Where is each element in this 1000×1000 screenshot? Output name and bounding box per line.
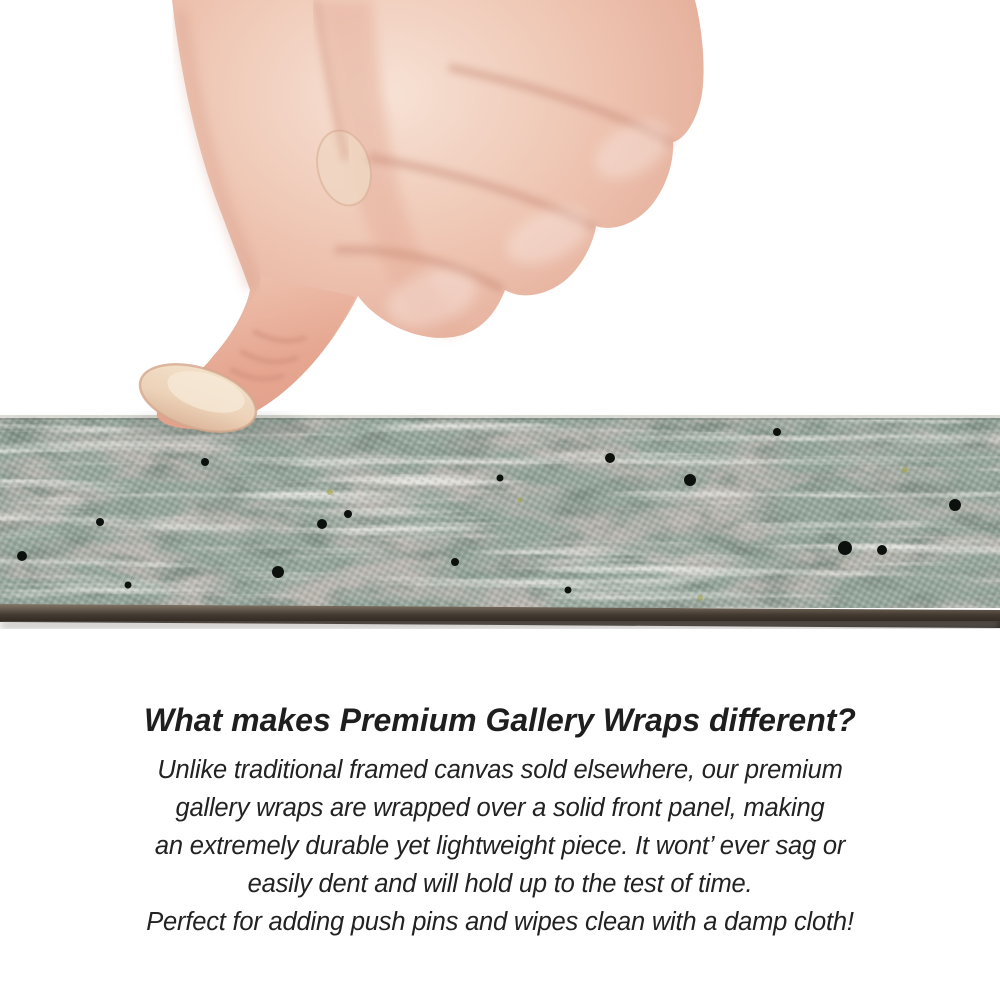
canvas-drop-shadow [0, 622, 1000, 628]
caption-heading: What makes Premium Gallery Wraps different? [144, 702, 856, 738]
canvas-top-seam [0, 415, 1000, 418]
hand-photo [120, 0, 704, 444]
caption-line: Perfect for adding push pins and wipes clean with a damp cloth! [146, 908, 854, 936]
caption-line: gallery wraps are wrapped over a solid front panel, making [175, 794, 825, 822]
caption-line: easily dent and will hold up to the test of time. [247, 870, 753, 898]
canvas-texture [0, 415, 1000, 608]
canvas-strip [0, 415, 1000, 628]
caption-line: Unlike traditional framed canvas sold elsewhere, our premium [157, 756, 843, 784]
caption [0, 702, 1000, 941]
caption-line: an extremely durable yet lightweight piece. It wont’ ever sag or [154, 832, 846, 860]
